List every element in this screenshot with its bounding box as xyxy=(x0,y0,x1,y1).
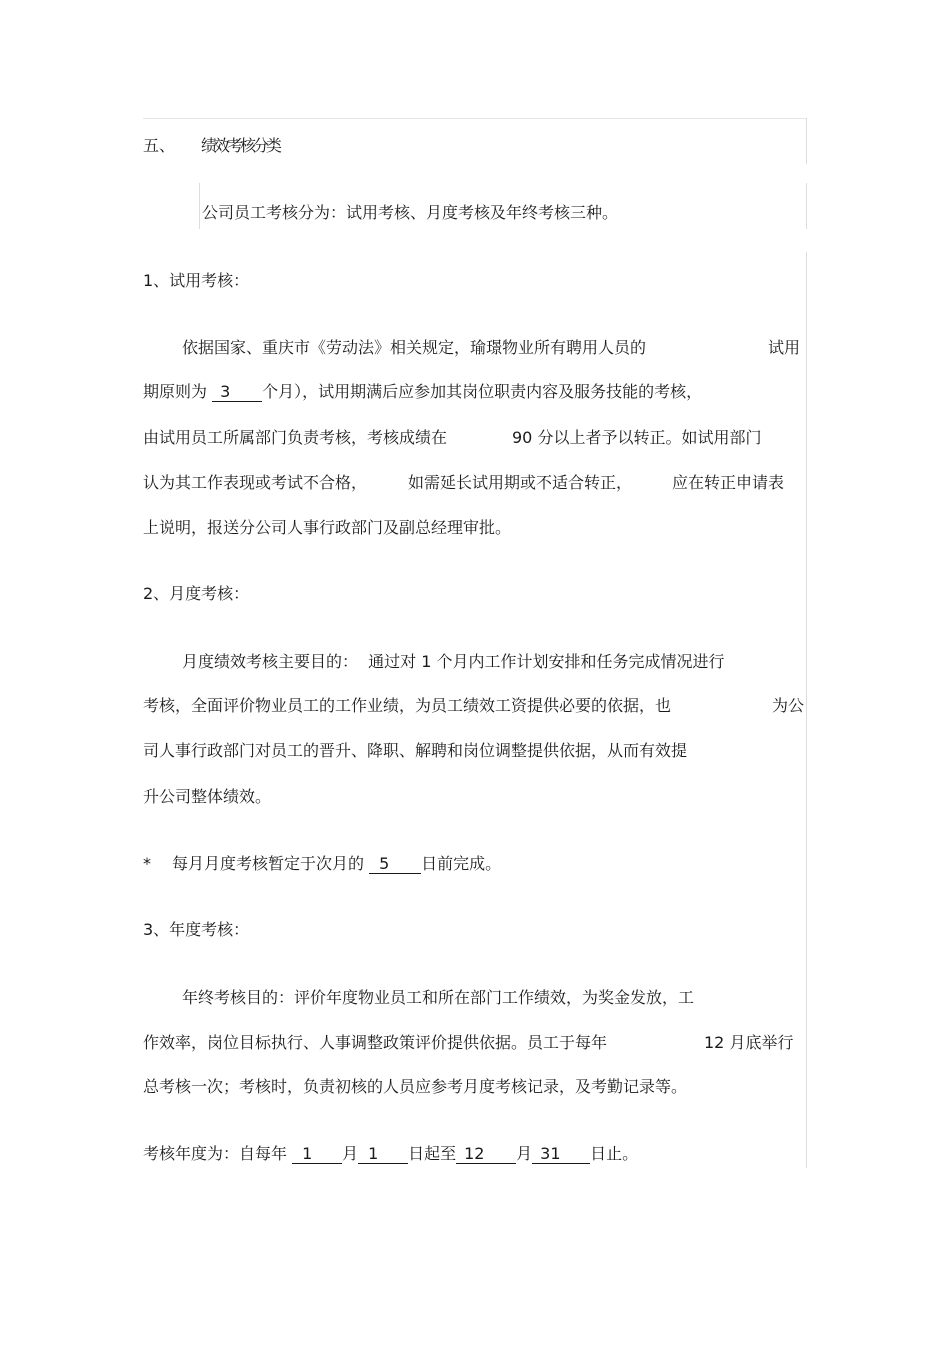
monthly-note xyxy=(172,853,501,875)
probation-heading: 1、试用考核： xyxy=(143,271,250,290)
monthly-line-4: 升公司整体绩效。 xyxy=(143,787,272,806)
probation-line-4b: 如需延长试用期或不适合转正， xyxy=(408,473,633,492)
frame-right-line-3 xyxy=(806,252,807,1168)
start-day-blank: 1 xyxy=(358,1145,408,1164)
end-month-blank: 12 xyxy=(456,1145,516,1164)
probation-line-1b: 试用 xyxy=(768,338,801,357)
annual-heading: 3、年度考核： xyxy=(143,920,250,939)
monthly-note-b: 日前完成。 xyxy=(421,854,502,873)
frame-top-line xyxy=(143,118,807,119)
probation-months-blank: 3 xyxy=(212,383,262,402)
probation-line-4c: 应在转正申请表 xyxy=(672,473,785,492)
end-day-blank: 31 xyxy=(532,1145,590,1164)
annual-line-2a: 作效率，岗位目标执行、人事调整政策评价提供依据。员工于每年 xyxy=(143,1033,608,1052)
annual-month-label-1: 月 xyxy=(342,1144,359,1163)
intro-paragraph: 公司员工考核分为：试用考核、月度考核及年终考核三种。 xyxy=(202,203,619,222)
annual-end-label: 日止。 xyxy=(590,1144,639,1163)
annual-period-a: 考核年度为：自每年 xyxy=(143,1144,293,1163)
probation-line-2b: 个月），试用期满后应参加其岗位职责内容及服务技能的考核， xyxy=(262,382,703,401)
annual-period xyxy=(143,1143,638,1165)
frame-right-line-2 xyxy=(806,183,807,229)
monthly-line-2b: 为公 xyxy=(772,696,805,715)
annual-line-3: 总考核一次；考核时，负责初核的人员应参考月度考核记录，及考勤记录等。 xyxy=(143,1077,688,1096)
monthly-note-a: 每月月度考核暂定于次月的 xyxy=(172,854,370,873)
probation-line-2 xyxy=(143,381,702,403)
monthly-note-star: * xyxy=(143,854,151,873)
annual-line-2b: 12 月底举行 xyxy=(704,1033,794,1052)
monthly-line-3: 司人事行政部门对员工的晋升、降职、解聘和岗位调整提供依据，从而有效提 xyxy=(143,741,688,760)
annual-line-1: 年终考核目的：评价年度物业员工和所在部门工作绩效，为奖金发放，工 xyxy=(182,988,695,1007)
monthly-line-2a: 考核，全面评价物业员工的工作业绩，为员工绩效工资提供必要的依据，也 xyxy=(143,696,672,715)
annual-month-label-2: 月 xyxy=(516,1144,533,1163)
monthly-line-1: 月度绩效考核主要目的： 通过对 1 个月内工作计划安排和任务完成情况进行 xyxy=(182,652,725,671)
probation-line-3a: 由试用员工所属部门负责考核，考核成绩在 xyxy=(143,428,448,447)
frame-right-line-1 xyxy=(806,118,807,164)
probation-line-4a: 认为其工作表现或考试不合格， xyxy=(143,473,368,492)
probation-line-3b: 90 分以上者予以转正。如试用部门 xyxy=(512,428,762,447)
monthly-day-blank: 5 xyxy=(369,855,421,874)
start-month-blank: 1 xyxy=(292,1145,342,1164)
probation-line-1a: 依据国家、重庆市《劳动法》相关规定，瑜璟物业所有聘用人员的 xyxy=(182,338,647,357)
monthly-heading: 2、月度考核： xyxy=(143,584,250,603)
frame-left-line-2 xyxy=(199,183,200,229)
annual-from-label: 日起至 xyxy=(408,1144,457,1163)
section-title: 绩效考核分类 xyxy=(201,136,280,155)
probation-line-2a: 期原则为 xyxy=(143,382,213,401)
section-number: 五、 xyxy=(143,136,176,155)
probation-line-5: 上说明，报送分公司人事行政部门及副总经理审批。 xyxy=(143,518,512,537)
